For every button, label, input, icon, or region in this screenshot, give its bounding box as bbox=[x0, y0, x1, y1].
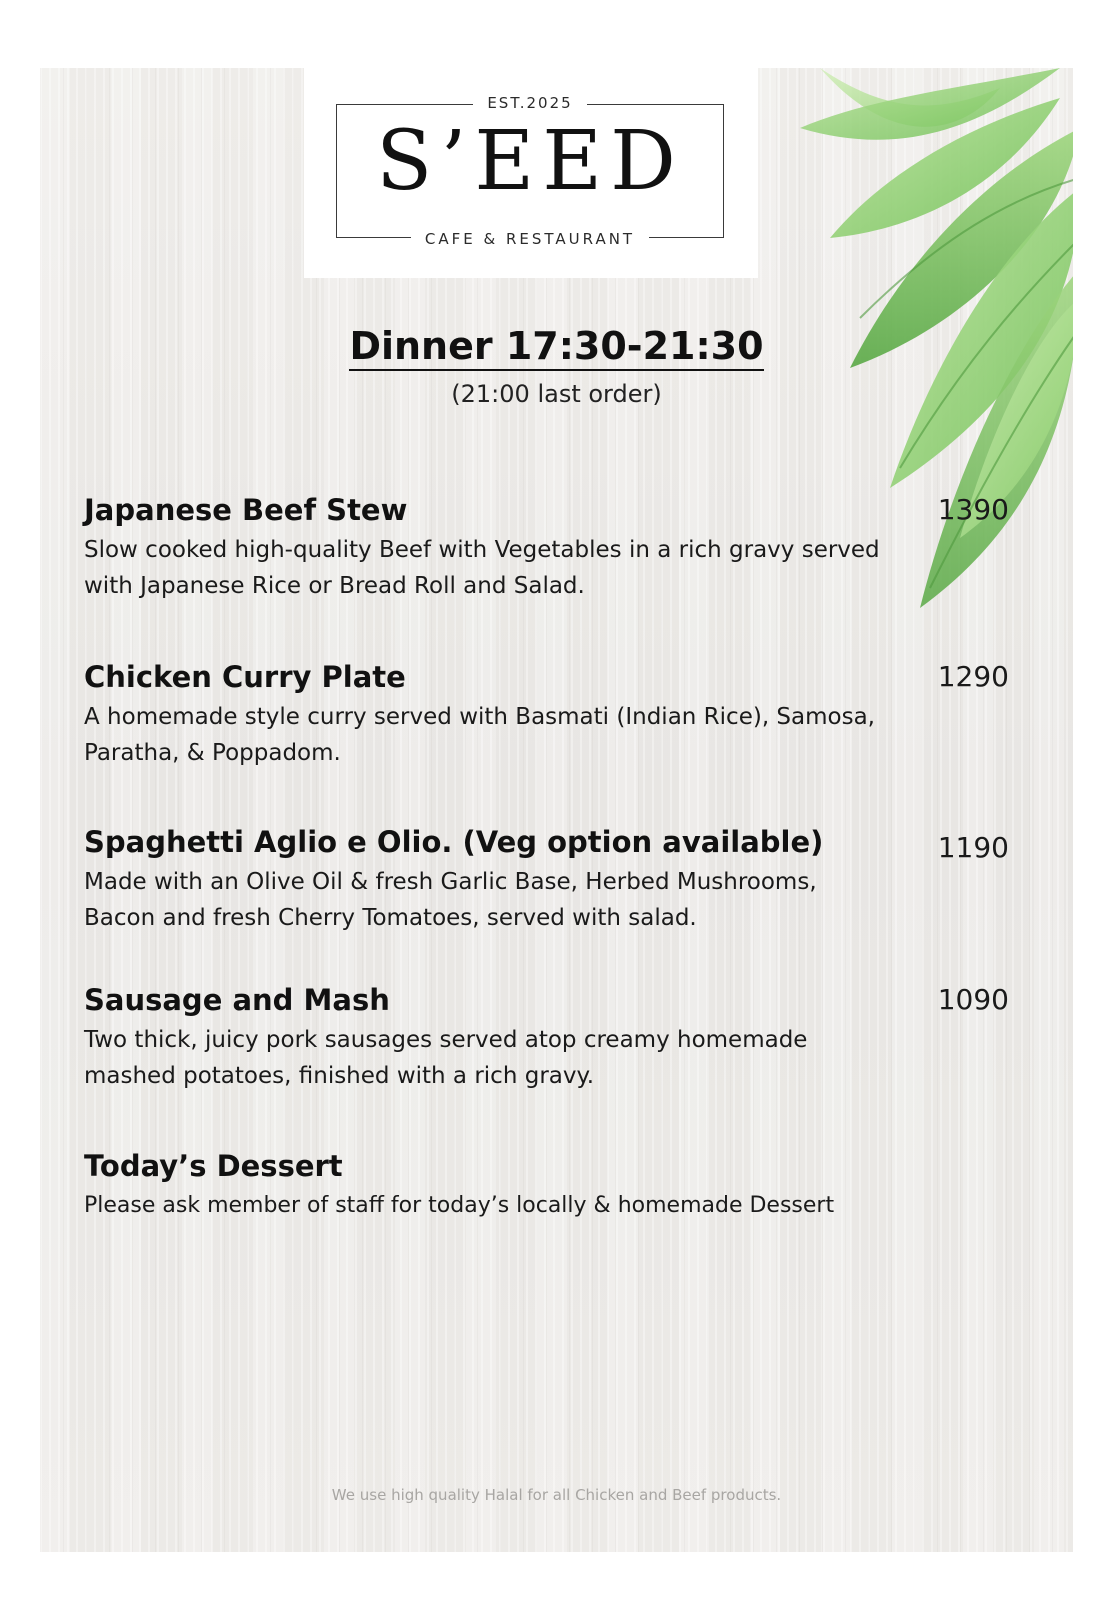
halal-note: We use high quality Halal for all Chicken and Beef products. bbox=[331, 1486, 782, 1504]
item-name: Spaghetti Aglio e Olio. (Veg option available) bbox=[84, 825, 824, 859]
item-price: 1090 bbox=[937, 983, 1009, 1016]
menu-heading bbox=[40, 324, 1073, 371]
menu-page bbox=[40, 68, 1073, 1552]
item-description: Two thick, juicy pork sausages served atop creamy homemade mashed potatoes, finished with a rich gravy. bbox=[84, 1027, 808, 1089]
item-description: Please ask member of staff for today’s locally & homemade Dessert bbox=[84, 1193, 835, 1218]
item-description: Made with an Olive Oil & fresh Garlic Base, Herbed Mushrooms, Bacon and fresh Cherry Tomatoes, served with salad. bbox=[84, 869, 817, 931]
logo-name: S’EED bbox=[376, 114, 684, 209]
item-description: Slow cooked high-quality Beef with Vegetables in a rich gravy served with Japanese Rice or Bread Roll and Salad. bbox=[84, 537, 880, 599]
item-name: Chicken Curry Plate bbox=[84, 660, 406, 694]
menu-item bbox=[84, 982, 984, 1094]
logo-established: EST.2025 bbox=[337, 94, 723, 112]
menu-item bbox=[84, 492, 984, 604]
menu-item bbox=[84, 1148, 984, 1224]
menu-title: Dinner 17:30-21:30 bbox=[349, 324, 763, 371]
logo-frame bbox=[336, 94, 724, 248]
menu-item bbox=[84, 824, 984, 936]
item-price: 1390 bbox=[937, 493, 1009, 526]
item-name: Sausage and Mash bbox=[84, 983, 390, 1017]
item-name: Today’s Dessert bbox=[84, 1149, 343, 1183]
item-price: 1290 bbox=[937, 660, 1009, 693]
logo bbox=[304, 68, 758, 278]
menu-item bbox=[84, 659, 984, 771]
item-name: Japanese Beef Stew bbox=[84, 493, 408, 527]
item-description: A homemade style curry served with Basmati (Indian Rice), Samosa, Paratha, & Poppadom. bbox=[84, 704, 875, 766]
item-price: 1190 bbox=[937, 831, 1009, 864]
logo-subtitle: CAFE & RESTAURANT bbox=[337, 230, 723, 248]
last-order-note: (21:00 last order) bbox=[451, 380, 662, 408]
